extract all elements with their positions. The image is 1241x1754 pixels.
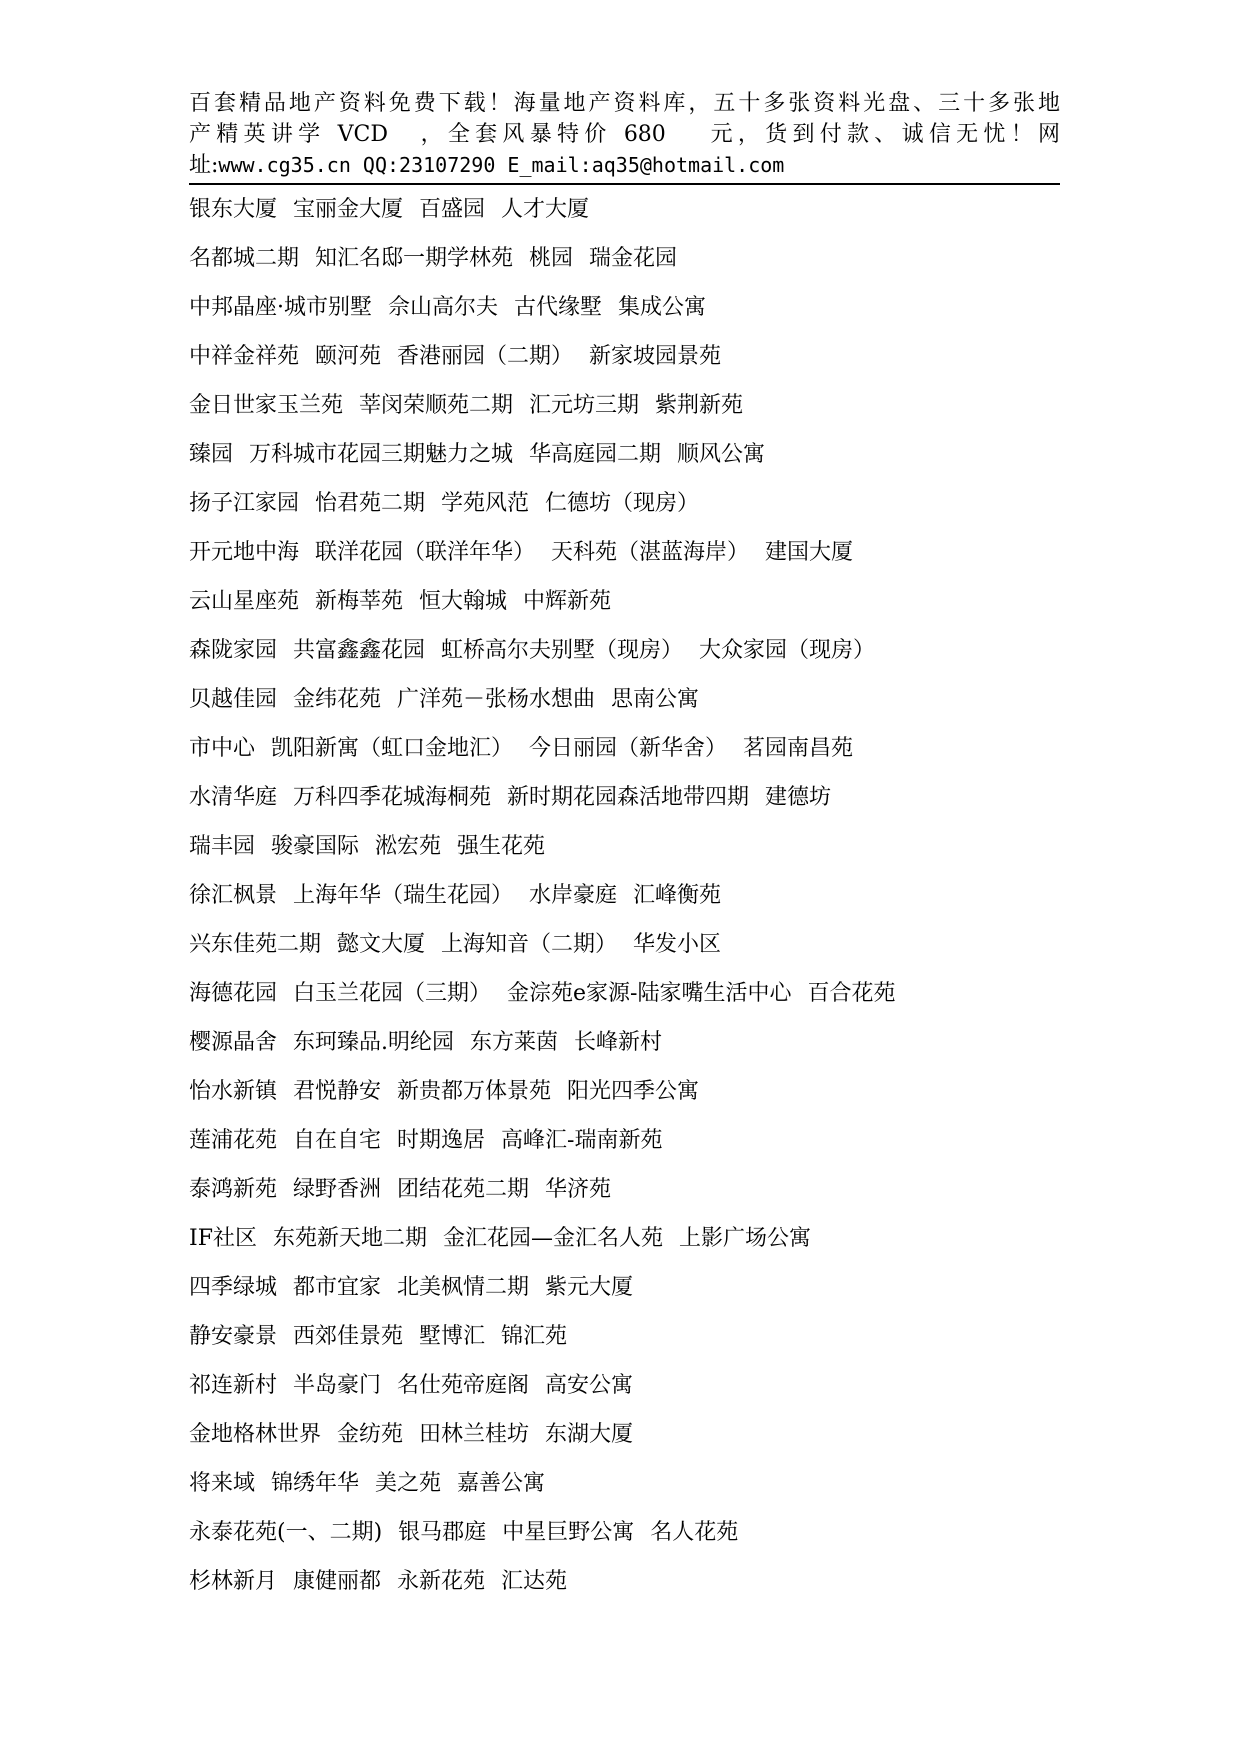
project-row	[189, 832, 1059, 881]
project-row	[189, 930, 1059, 979]
project-name: 上影广场公寓	[679, 1226, 812, 1251]
project-name: 瑞丰园	[189, 834, 256, 859]
project-name: 都市宜家	[293, 1275, 382, 1300]
project-name: 自在自宅	[293, 1128, 382, 1153]
project-name: 臻园	[189, 442, 234, 467]
project-name: 锦绣年华	[271, 1471, 360, 1496]
project-name: 水清华庭	[189, 785, 278, 810]
project-row	[189, 391, 1059, 440]
project-name: 仁德坊（现房）	[545, 491, 700, 516]
project-row	[189, 1322, 1059, 1371]
project-name: 宝丽金大厦	[293, 197, 404, 222]
project-name: 名人花苑	[650, 1520, 739, 1545]
project-row	[189, 1028, 1059, 1077]
project-name: 华济苑	[545, 1177, 612, 1202]
project-name: 百合花苑	[807, 981, 896, 1006]
project-name: 金淙苑e家源-陆家嘴生活中心	[507, 981, 792, 1006]
project-name: 瑞金花园	[589, 246, 678, 271]
project-name: 中辉新苑	[523, 589, 612, 614]
project-name: 海德花园	[189, 981, 278, 1006]
project-name: 中星巨野公寓	[502, 1520, 635, 1545]
project-name: 康健丽都	[293, 1569, 382, 1594]
project-name: 怡水新镇	[189, 1079, 278, 1104]
project-name: 华发小区	[633, 932, 722, 957]
project-name: 恒大翰城	[419, 589, 508, 614]
project-name: 云山星座苑	[189, 589, 300, 614]
project-name: 万科城市花园三期魅力之城	[249, 442, 514, 467]
project-name: 莲浦花苑	[189, 1128, 278, 1153]
project-row	[189, 1469, 1059, 1518]
project-name: 四季绿城	[189, 1275, 278, 1300]
project-name: 颐河苑	[315, 344, 382, 369]
project-name: 天科苑（湛蓝海岸）	[551, 540, 750, 565]
project-row	[189, 244, 1059, 293]
project-name: 建国大厦	[765, 540, 854, 565]
project-name: 金地格林世界	[189, 1422, 322, 1447]
project-name: 市中心	[189, 736, 256, 761]
project-row	[189, 979, 1059, 1028]
project-row	[189, 734, 1059, 783]
project-row	[189, 195, 1059, 244]
project-row	[189, 587, 1059, 636]
project-row	[189, 881, 1059, 930]
page-header	[189, 88, 1060, 185]
project-name: 将来域	[189, 1471, 256, 1496]
project-name: 中祥金祥苑	[189, 344, 300, 369]
project-name: 知汇名邸一期学林苑	[315, 246, 514, 271]
project-name: 银东大厦	[189, 197, 278, 222]
project-name: 顺风公寓	[677, 442, 766, 467]
project-list	[189, 195, 1059, 1616]
project-name: 北美枫情二期	[397, 1275, 530, 1300]
header-line-1: 百套精品地产资料免费下载！海量地产资料库，五十多张资料光盘、三十多张地	[189, 91, 1060, 116]
project-name: 共富鑫鑫花园	[293, 638, 426, 663]
project-name: 静安豪景	[189, 1324, 278, 1349]
project-name: 长峰新村	[574, 1030, 663, 1055]
project-name: 绿野香洲	[293, 1177, 382, 1202]
project-row	[189, 1175, 1059, 1224]
project-name: 桃园	[529, 246, 574, 271]
project-name: 学苑风范	[441, 491, 530, 516]
project-name: 思南公寓	[611, 687, 700, 712]
project-name: 贝越佳园	[189, 687, 278, 712]
project-row	[189, 293, 1059, 342]
project-name: IF社区	[189, 1226, 257, 1251]
project-name: 高安公寓	[545, 1373, 634, 1398]
project-name: 森陇家园	[189, 638, 278, 663]
project-name: 开元地中海	[189, 540, 300, 565]
project-name: 团结花苑二期	[397, 1177, 530, 1202]
project-name: 茗园南昌苑	[743, 736, 854, 761]
project-row	[189, 538, 1059, 587]
project-name: 新时期花园森活地带四期	[507, 785, 750, 810]
project-name: 紫元大厦	[545, 1275, 634, 1300]
project-row	[189, 636, 1059, 685]
project-name: 西郊佳景苑	[293, 1324, 404, 1349]
project-name: 今日丽园（新华舍）	[529, 736, 728, 761]
project-name: 大众家园（现房）	[699, 638, 876, 663]
project-name: 强生花苑	[457, 834, 546, 859]
project-name: 高峰汇-瑞南新苑	[501, 1128, 663, 1153]
project-name: 祁连新村	[189, 1373, 278, 1398]
header-line-2: 产精英讲学 VCD ，全套风暴特价 680 元，货到付款、诚信无忧！网	[189, 122, 1060, 147]
project-name: 怡君苑二期	[315, 491, 426, 516]
project-name: 水岸豪庭	[529, 883, 618, 908]
project-name: 莘闵荣顺苑二期	[359, 393, 514, 418]
project-name: 永新花苑	[397, 1569, 486, 1594]
project-name: 泰鸿新苑	[189, 1177, 278, 1202]
project-row	[189, 1077, 1059, 1126]
project-row	[189, 1224, 1059, 1273]
project-name: 君悦静安	[293, 1079, 382, 1104]
project-name: 懿文大厦	[337, 932, 426, 957]
project-name: 新贵都万体景苑	[397, 1079, 552, 1104]
project-name: 金纬花苑	[293, 687, 382, 712]
project-name: 白玉兰花园（三期）	[293, 981, 492, 1006]
project-name: 上海年华（瑞生花园）	[293, 883, 514, 908]
header-url-prefix: 址:	[189, 153, 219, 178]
project-name: 新家坡园景苑	[589, 344, 722, 369]
project-name: 金日世家玉兰苑	[189, 393, 344, 418]
project-name: 汇峰衡苑	[633, 883, 722, 908]
project-name: 东方莱茵	[470, 1030, 559, 1055]
project-name: 凯阳新寓（虹口金地汇）	[271, 736, 514, 761]
project-name: 杉林新月	[189, 1569, 278, 1594]
project-row	[189, 1273, 1059, 1322]
project-name: 东苑新天地二期	[272, 1226, 427, 1251]
project-name: 中邦晶座·城市别墅	[189, 295, 372, 320]
project-name: 广洋苑－张杨水想曲	[397, 687, 596, 712]
project-name: 紫荆新苑	[655, 393, 744, 418]
project-name: 名都城二期	[189, 246, 300, 271]
project-name: 香港丽园（二期）	[397, 344, 574, 369]
project-name: 华高庭园二期	[529, 442, 662, 467]
project-name: 半岛豪门	[293, 1373, 382, 1398]
project-name: 东湖大厦	[545, 1422, 634, 1447]
project-name: 集成公寓	[618, 295, 707, 320]
project-name: 上海知音（二期）	[441, 932, 618, 957]
header-contact-info: www.cg35.cn QQ:23107290 E_mail:aq35@hotmail.com	[218, 153, 785, 177]
project-row	[189, 685, 1059, 734]
project-row	[189, 1518, 1059, 1567]
project-name: 古代缘墅	[514, 295, 603, 320]
project-row	[189, 489, 1059, 538]
project-name: 银马郡庭	[398, 1520, 487, 1545]
header-line-3	[189, 150, 1060, 181]
project-name: 百盛园	[419, 197, 486, 222]
project-name: 金汇花园—金汇名人苑	[442, 1226, 663, 1251]
project-name: 万科四季花城海桐苑	[293, 785, 492, 810]
project-name: 联洋花园（联洋年华）	[315, 540, 536, 565]
project-name: 永泰花苑(一、二期)	[189, 1520, 383, 1545]
project-name: 建德坊	[765, 785, 832, 810]
project-name: 淞宏苑	[375, 834, 442, 859]
project-name: 锦汇苑	[501, 1324, 568, 1349]
project-row	[189, 1567, 1059, 1616]
project-name: 墅博汇	[419, 1324, 486, 1349]
project-name: 汇达苑	[501, 1569, 568, 1594]
project-name: 嘉善公寓	[457, 1471, 546, 1496]
project-name: 美之苑	[375, 1471, 442, 1496]
project-name: 骏豪国际	[271, 834, 360, 859]
project-row	[189, 1420, 1059, 1469]
project-name: 兴东佳苑二期	[189, 932, 322, 957]
project-name: 虹桥高尔夫别墅（现房）	[441, 638, 684, 663]
project-row	[189, 342, 1059, 391]
project-name: 汇元坊三期	[529, 393, 640, 418]
project-name: 扬子江家园	[189, 491, 300, 516]
project-name: 阳光四季公寓	[567, 1079, 700, 1104]
project-row	[189, 440, 1059, 489]
project-name: 人才大厦	[501, 197, 590, 222]
project-name: 金纺苑	[337, 1422, 404, 1447]
project-row	[189, 1126, 1059, 1175]
project-name: 田林兰桂坊	[419, 1422, 530, 1447]
project-name: 徐汇枫景	[189, 883, 278, 908]
project-name: 新梅莘苑	[315, 589, 404, 614]
project-row	[189, 783, 1059, 832]
project-name: 时期逸居	[397, 1128, 486, 1153]
project-name: 佘山高尔夫	[388, 295, 499, 320]
project-row	[189, 1371, 1059, 1420]
project-name: 樱源晶舍	[189, 1030, 278, 1055]
project-name: 东珂臻品.明纶园	[293, 1030, 455, 1055]
project-name: 名仕苑帝庭阁	[397, 1373, 530, 1398]
